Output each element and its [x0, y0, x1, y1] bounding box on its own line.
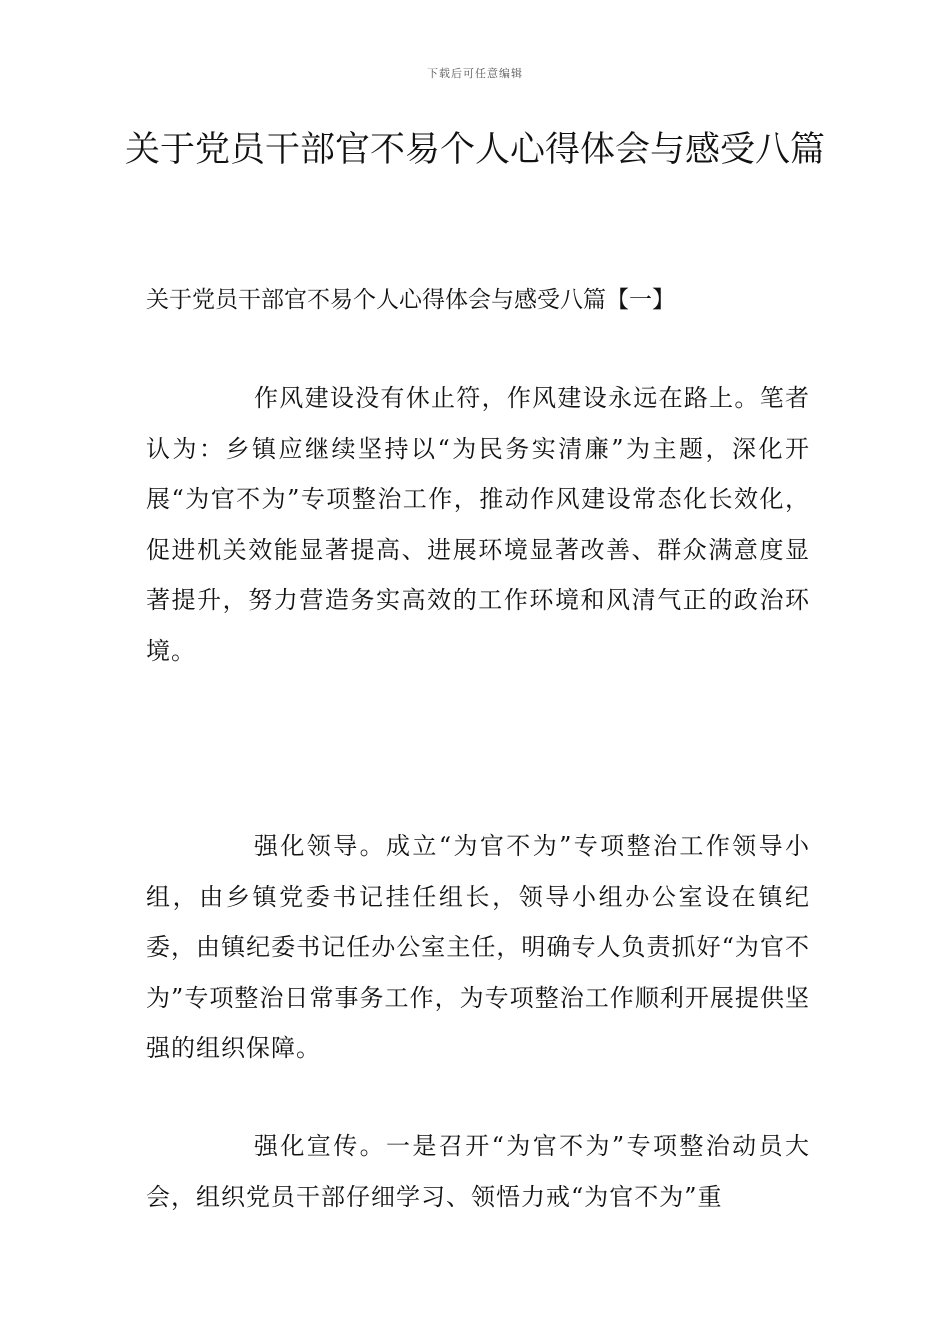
paragraph-1: 作风建设没有休止符，作风建设永远在路上。笔者认为：乡镇应继续坚持以“为民务实清廉”为主题，深化开展“为官不为”专项整治工作，推动作风建设常态化长效化，促进机关效能显著提高、进展环境显著改善、群众满意度显著提升，努力营造务实高效的工作环境和风清气正的政治环境。 — [146, 384, 810, 665]
document-title: 关于党员干部官不易个人心得体会与感受八篇 — [124, 130, 825, 170]
paragraph-3: 强化宣传。一是召开“为官不为”专项整治动员大会，组织党员干部仔细学习、领悟力戒“为官不为”重 — [146, 1132, 810, 1211]
header-note: 下载后可任意编辑 — [427, 67, 523, 80]
section-heading: 关于党员干部官不易个人心得体会与感受八篇【一】 — [146, 287, 675, 313]
paragraph-2: 强化领导。成立“为官不为”专项整治工作领导小组，由乡镇党委书记挂任组长，领导小组办公室设在镇纪委，由镇纪委书记任办公室主任，明确专人负责抓好“为官不为”专项整治日常事务工作，为专项整治工作顺利开展提供坚强的组织保障。 — [146, 832, 810, 1062]
